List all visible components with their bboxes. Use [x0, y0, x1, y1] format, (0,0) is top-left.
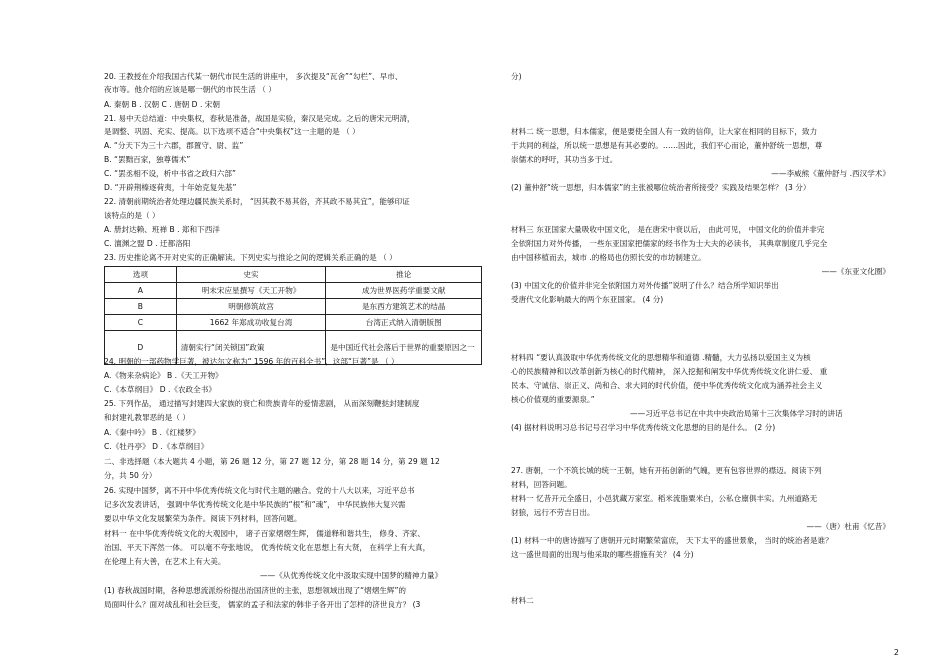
- table-cell: 是东西方建筑艺术的结晶: [326, 299, 482, 315]
- text-line: 材料二 统一思想，归本儒家，便是要使全国人有一致的信仰，让大家在相同的目标下，致力: [511, 127, 818, 136]
- text-line: (1) 春秋战国时期，各种思想流派纷纷提出治国济世的主张，思想领域出现了“熠熠生辉”的: [104, 586, 407, 595]
- text-line: 在伦理上有大善，在艺术上有大美。: [104, 557, 226, 566]
- text-line: ——李威熊《董仲舒与 .西汉学术》: [771, 169, 890, 178]
- text-line: 治国、平天下浑然一体。 可以毫不夸张地说， 优秀传统文化在思想上有大贤， 在科学上有大真，: [104, 543, 431, 552]
- table-header-cell: 推论: [326, 267, 482, 283]
- table-cell: B: [105, 299, 177, 315]
- text-line: 25. 下列作品， 通过描写封建四大家族的衰亡和贵族青年的爱情悲剧， 从而深刻鞭挞封建制度: [104, 399, 420, 408]
- text-line: 27. 唐朝，一个不筑长城的统一王朝，她有开拓创新的气魄，更有包容世界的襟迈。阅读下列: [511, 466, 822, 475]
- table-cell: 成为世界医药学重要文献: [326, 283, 482, 299]
- table-cell: 1662 年郑成功收复台湾: [176, 315, 326, 331]
- text-line: 材料四 “要认真汲取中华优秀传统文化的思想精华和道德 .精髓，大力弘扬以爱国主义为核: [511, 353, 811, 362]
- table-header-cell: 史实: [176, 267, 326, 283]
- text-line: A. 秦朝 B . 汉朝 C . 唐朝 D . 宋朝: [104, 100, 220, 109]
- text-line: A. 册封达赖、班禅 B . 郑和下西洋: [104, 225, 220, 234]
- text-line: ——《东亚文化圈》: [821, 267, 890, 276]
- text-line: ——《从优秀传统文化中汲取实现中国梦的精神力量》: [260, 571, 443, 580]
- table-cell: 清朝实行“闭关锁国”政策: [176, 331, 326, 365]
- text-line: C. 澶渊之盟 D . 迁都洛阳: [104, 239, 191, 248]
- text-line: 20. 王教授在介绍我国古代某一朝代市民生活的讲座中， 多次提及“瓦舍”“勾栏”、早市、: [104, 72, 403, 81]
- table-header-row: [105, 267, 482, 283]
- text-line: 受唐代文化影响最大的两个东亚国家。 (4 分): [511, 295, 664, 304]
- table-cell: D: [105, 331, 177, 365]
- text-line: 26. 实现中国梦，离不开中华优秀传统文化与时代主题的融合。党的十八大以来，习近平总书: [104, 486, 415, 495]
- table-row: [105, 299, 482, 315]
- table-cell: 明末宋应星撰写《天工开物》: [176, 283, 326, 299]
- options-table: [104, 266, 482, 365]
- text-line: 记多次发表讲话， 强调中华优秀传统文化是中华民族的“根”和“魂”， 中华民族伟大复兴需: [104, 500, 406, 509]
- text-line: 由中国移植而去，城市 .的格局也仿照长安的市坊制建立。: [511, 253, 706, 262]
- table-cell: A: [105, 283, 177, 299]
- text-line: (1) 材料一中的唐诗描写了唐朝开元时期繁荣富庶， 天下太平的盛世景象， 当时的统治者是谁？: [511, 536, 833, 545]
- text-line: 核心价值观的重要源泉。”: [511, 395, 595, 404]
- text-line: 和封建礼教罪恶的是（ ）: [104, 413, 190, 422]
- text-line: 心的民族精神和以改革创新为核心的时代精神， 深入挖掘和阐发中华优秀传统文化讲仁爱、 重: [511, 367, 828, 376]
- page-number: 2: [893, 648, 899, 657]
- text-line: 全依附国力对外传播， 一些东亚国家把儒家的经书作为士大夫的必读书， 其典章制度几乎完全: [511, 239, 828, 248]
- text-line: D. “开辟荆榛逐荷夷，十年始克复先基”: [104, 183, 237, 192]
- text-line: 23. 历史推论离不开对史实的正确解读。下列史实与推论之间的逻辑关系正确的是 （ ）: [104, 253, 397, 262]
- table-header-cell: 选项: [105, 267, 177, 283]
- text-line: (3) 中国文化的价值并非完全依附国力对外传播”说明了什么？结合所学知识举出: [511, 281, 779, 290]
- text-line: 材料二: [511, 596, 534, 605]
- text-line: 该特点的是（ ）: [104, 211, 160, 220]
- text-line: A.《秦中吟》 B .《红楼梦》: [104, 428, 200, 437]
- text-line: 分，共 50 分）: [104, 471, 157, 480]
- text-line: 崇儒术的呼吁，其功当多于过。: [511, 155, 618, 164]
- text-line: 局面叫什么？面对战乱和社会巨变， 儒家的孟子和法家的韩非子各开出了怎样的济世良方？ (3: [104, 600, 421, 609]
- text-line: 材料三 东亚国家大量吸收中国文化， 是在唐宋中衰以后， 由此可见， 中国文化的价值并非完: [511, 225, 825, 234]
- text-line: (4) 据材料说明习总书记号召学习中华优秀传统文化思想的目的是什么。 (2 分): [511, 423, 776, 432]
- text-line: 要以中华文化发展繁荣为条件。阅读下列材料，回答问题。: [104, 514, 302, 523]
- table-cell: 是中国近代社会落后于世界的重要原因之一: [326, 331, 482, 365]
- text-line: C.《牡丹亭》 D .《本草纲目》: [104, 442, 209, 451]
- text-line: 材料，回答问题。: [511, 480, 572, 489]
- table-row: [105, 315, 482, 331]
- text-line: 21. 易中天总结道：中央集权，春秋是准备，战国是实验，秦汉是完成。之后的唐宋元明清，: [104, 114, 415, 123]
- text-line: 分): [511, 72, 522, 81]
- text-line: A. “分天下为三十六郡，郡置守、尉、监”: [104, 141, 244, 150]
- text-line: C. “罢丞相不设，析中书省之政归六部”: [104, 169, 236, 178]
- text-line: 材料一 忆昔开元全盛日，小邑犹藏万家室。稻米流脂粟米白，公私仓廪俱丰实。九州道路无: [511, 494, 818, 503]
- text-line: 材料一 在中华优秀传统文化的大观园中， 诸子百家熠熠生辉， 儒道释和谐共生， 修身、齐家、: [104, 529, 425, 538]
- text-line: 豺狼，远行不劳吉日出。: [511, 508, 595, 517]
- text-line: C.《本草纲目》 D .《农政全书》: [104, 385, 216, 394]
- text-line: A.《物来杂病论》 B .《天工开物》: [104, 371, 223, 380]
- table-cell: 台湾正式纳入清朝版图: [326, 315, 482, 331]
- text-line: B. “罢黜百家，独尊儒术”: [104, 155, 191, 164]
- text-line: 这一盛世局面的出现与他采取的哪些措施有关？ (4 分): [511, 550, 694, 559]
- table-cell: 明朝修筑故宫: [176, 299, 326, 315]
- text-line: 夜市等。他介绍的应该是哪一朝代的市民生活 （ ）: [104, 85, 276, 94]
- text-line: 二、非选择题（本大题共 4 小题，第 26 题 12 分，第 27 题 12 分，第 28 题 14 分，第 29 题 12: [104, 457, 440, 466]
- text-line: 于共同的利益，所以统一思想是有其必要的。……因此，我们平心而论，董仲舒统一思想，尊: [511, 141, 823, 150]
- text-line: ——（唐）杜甫《忆昔》: [806, 522, 890, 531]
- text-line: (2) 董仲舒“统一思想，归本儒家”的主张被哪位统治者所接受？实践及结果怎样？ (3 分）: [511, 183, 811, 192]
- text-line: 22. 清朝前期统治者处理边疆民族关系时， “因其教不易其俗，齐其政不易其宜”，能够印证: [104, 197, 410, 206]
- table-row: [105, 283, 482, 299]
- text-line: ——习近平总书记在中共中央政治局第十三次集体学习时的讲话: [630, 409, 843, 418]
- table-cell: C: [105, 315, 177, 331]
- text-line: 24. 明朝的一部药物学巨著，被达尔文称为“ 1596 年的百科全书”，这部“巨著”是 （ ）: [104, 357, 399, 366]
- text-line: 是调整、巩固、充实、提高。以下选项不适合“中央集权”这一主题的是 （ ）: [104, 127, 360, 136]
- text-line: 民本、守诚信、崇正义、尚和合、求大同的时代价值，使中华优秀传统文化成为涵养社会主义: [511, 381, 823, 390]
